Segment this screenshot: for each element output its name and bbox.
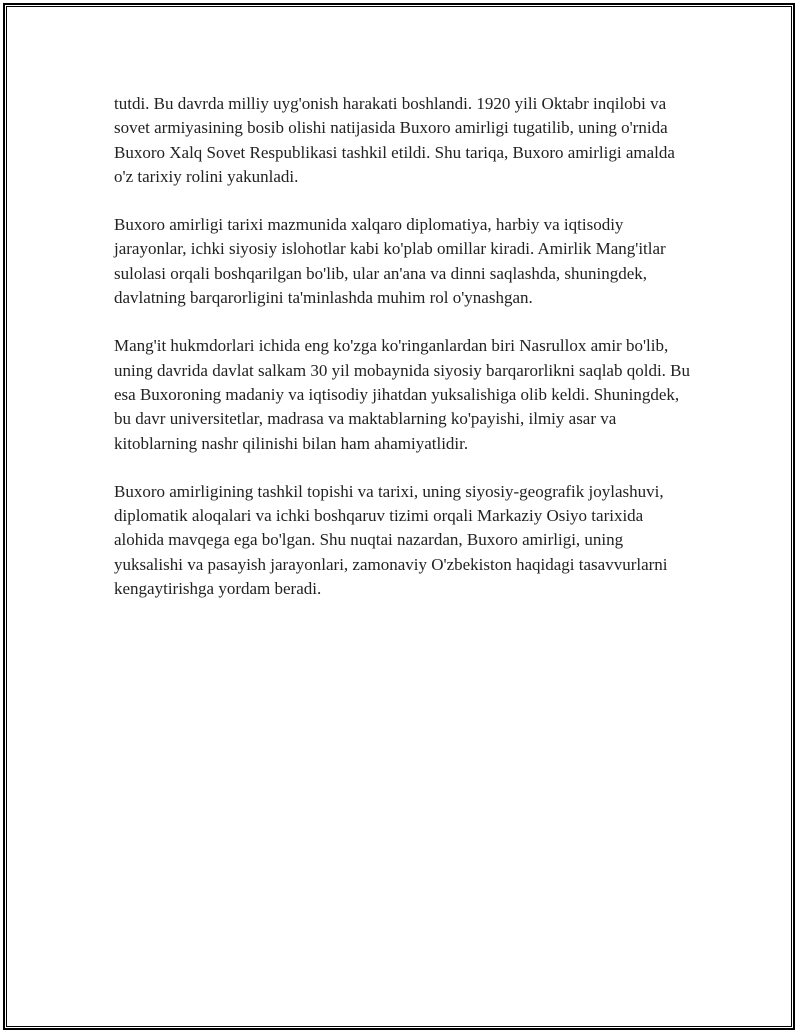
paragraph-2: Buxoro amirligi tarixi mazmunida xalqaro diplomatiya, harbiy va iqtisodiy jarayonlar, ichki siyosiy islohotlar kabi ko'plab omillar kiradi. Amirlik Mang'itlar sulolasi orqali boshqarilgan bo'lib, ular an'ana va dinni saqlashda, shuningdek, davlatning barqarorligini ta'minlashda muhim rol o'ynashgan.: [114, 215, 666, 308]
paragraph-4: Buxoro amirligining tashkil topishi va tarixi, uning siyosiy-geografik joylashuvi, diplomatik aloqalari va ichki boshqaruv tizimi orqali Markaziy Osiyo tarixida alohida mavqega ega bo'lgan. Shu nuqtai nazardan, Buxoro amirligi, uning yuksalishi va pasayish jarayonlari, zamonaviy O'zbekiston haqidagi tasavvurlarni kengaytirishga yordam beradi.: [114, 481, 668, 599]
paragraph-1: tutdi. Bu davrda milliy uyg'onish harakati boshlandi. 1920 yili Oktabr inqilobi va sovet armiyasining bosib olishi natijasida Buxoro amirligi tugatilib, uning o'rnida Buxoro Xalq Sovet Respublikasi tashkil etildi. Shu tariqa, Buxoro amirligi amalda o'z tarixiy rolini yakunladi.: [114, 94, 675, 186]
paragraph-3: Mang'it hukmdorlari ichida eng ko'zga ko'ringanlardan biri Nasrullox amir bo'lib, uning davrida davlat salkam 30 yil mobaynida siyosiy barqarorlikni saqlab qoldi. Bu esa Buxoroning madaniy va iqtisodiy jihatdan yuksalishiga olib keldi. Shuningdek, bu davr universitetlar, madrasa va maktablarning ko'payishi, ilmiy asar va kitoblarning nashr qilinishi bilan ham ahamiyatlidir.: [114, 336, 691, 453]
document-body: [114, 92, 694, 625]
